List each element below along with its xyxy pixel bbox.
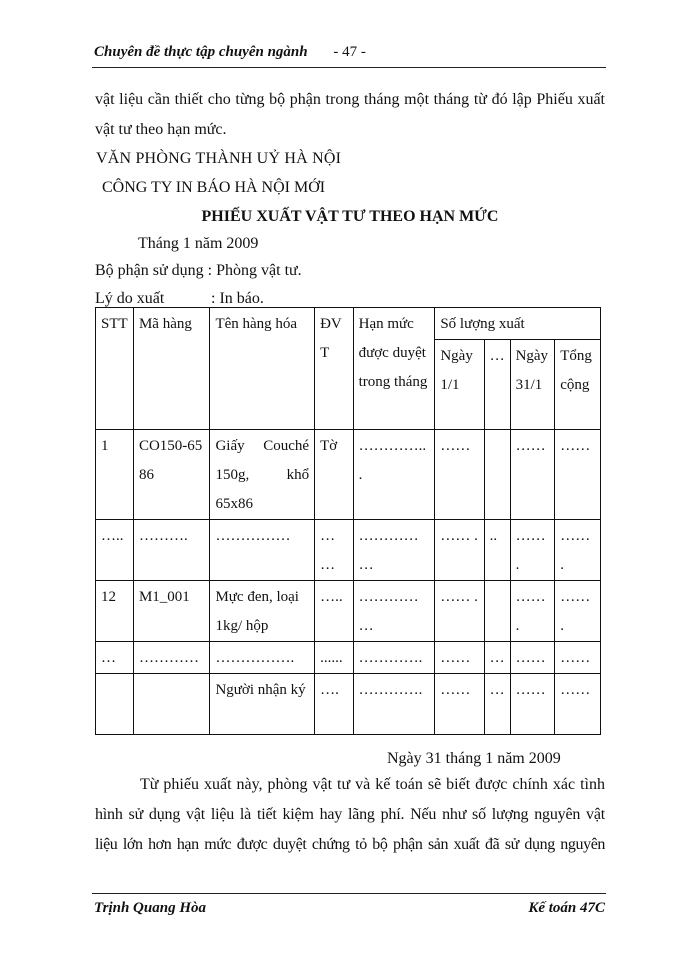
cell: … xyxy=(484,642,510,674)
cell xyxy=(484,581,510,642)
cell: … … xyxy=(315,520,354,581)
cell: ……………. xyxy=(210,642,315,674)
receiver-sign-cell: Người nhận ký xyxy=(210,674,315,735)
cell: ………… xyxy=(133,642,209,674)
date-signed: Ngày 31 tháng 1 năm 2009 xyxy=(387,750,561,767)
cell: …… . xyxy=(435,520,484,581)
header-code: Mã hàng xyxy=(133,308,209,430)
reason-value: : In báo. xyxy=(211,290,264,307)
department-label: Bộ phận sử dụng : Phòng vật tư. xyxy=(95,262,302,279)
cell: …… xyxy=(555,674,601,735)
cell: … xyxy=(484,674,510,735)
cell: Mực đen, loại 1kg/ hộp xyxy=(210,581,315,642)
header-title: Chuyên đề thực tập chuyên ngành xyxy=(94,44,308,60)
cell: CO150-6586 xyxy=(133,430,209,520)
cell: … xyxy=(96,642,134,674)
conclusion-line-1: Từ phiếu xuất này, phòng vật tư và kế toán sẽ biết được chính xác tình xyxy=(140,776,605,793)
cell: ...... xyxy=(315,642,354,674)
header-unit: ĐVT xyxy=(315,308,354,430)
table-row xyxy=(96,520,601,581)
cell: …………. xyxy=(353,674,435,735)
header-day1: Ngày 1/1 xyxy=(435,340,484,430)
cell: M1_001 xyxy=(133,581,209,642)
cell: …… xyxy=(435,674,484,735)
cell xyxy=(96,674,134,735)
cell: ………….. . xyxy=(353,430,435,520)
slip-title: PHIẾU XUẤT VẬT TƯ THEO HẠN MỨC xyxy=(201,208,499,225)
conclusion-line-2: hình sử dụng vật liệu là tiết kiệm hay lãng phí. Nếu như số lượng nguyên vật xyxy=(95,806,605,823)
header-dots: … xyxy=(484,340,510,430)
page-header xyxy=(94,44,366,61)
material-issue-table xyxy=(95,307,601,735)
table-row xyxy=(96,642,601,674)
header-stt: STT xyxy=(96,308,134,430)
footer-author: Trịnh Quang Hòa xyxy=(94,900,206,916)
intro-line-2: vật tư theo hạn mức. xyxy=(95,121,227,138)
cell: …… . xyxy=(510,581,555,642)
table-header-row xyxy=(96,308,601,340)
table-row xyxy=(96,430,601,520)
table-row xyxy=(96,674,601,735)
cell: 1 xyxy=(96,430,134,520)
cell: Tờ xyxy=(315,430,354,520)
page-number: - 47 - xyxy=(333,44,366,60)
cell: …………. xyxy=(353,642,435,674)
footer-class: Kế toán 47C xyxy=(528,900,605,916)
conclusion-line-3: liệu lớn hơn hạn mức được duyệt chứng tỏ bộ phận sản xuất đã sử dụng nguyên xyxy=(95,836,605,853)
cell: ………… … xyxy=(353,581,435,642)
header-rule xyxy=(92,67,606,68)
header-limit: Hạn mức được duyệt trong tháng xyxy=(353,308,435,430)
cell xyxy=(484,430,510,520)
cell: ………… … xyxy=(353,520,435,581)
cell: ………. xyxy=(133,520,209,581)
cell: …… xyxy=(435,642,484,674)
header-qty-group: Số lượng xuất xyxy=(435,308,601,340)
cell: …… xyxy=(555,642,601,674)
table-row xyxy=(96,581,601,642)
cell: Giấy Couché 150g, khổ 65x86 xyxy=(210,430,315,520)
cell: 12 xyxy=(96,581,134,642)
cell xyxy=(133,674,209,735)
header-total: Tổng cộng xyxy=(555,340,601,430)
reason-label: Lý do xuất xyxy=(95,290,165,307)
cell: ….. xyxy=(315,581,354,642)
cell: …… . xyxy=(555,520,601,581)
cell: …. xyxy=(315,674,354,735)
cell: …… xyxy=(510,430,555,520)
cell: …… . xyxy=(555,581,601,642)
header-name: Tên hàng hóa xyxy=(210,308,315,430)
org-line-1: VĂN PHÒNG THÀNH UỶ HÀ NỘI xyxy=(96,150,342,167)
cell: …… xyxy=(555,430,601,520)
cell: …… . xyxy=(435,581,484,642)
cell: ….. xyxy=(96,520,134,581)
cell: …………… xyxy=(210,520,315,581)
intro-line-1: vật liệu cần thiết cho từng bộ phận trong tháng một tháng từ đó lập Phiếu xuất xyxy=(95,91,605,108)
header-day31: Ngày 31/1 xyxy=(510,340,555,430)
cell: …… xyxy=(510,674,555,735)
cell: …… . xyxy=(510,520,555,581)
cell: .. xyxy=(484,520,510,581)
footer-rule xyxy=(92,893,606,894)
slip-month: Tháng 1 năm 2009 xyxy=(138,235,259,252)
cell: …… xyxy=(510,642,555,674)
org-line-2: CÔNG TY IN BÁO HÀ NỘI MỚI xyxy=(102,179,326,196)
cell: …… xyxy=(435,430,484,520)
